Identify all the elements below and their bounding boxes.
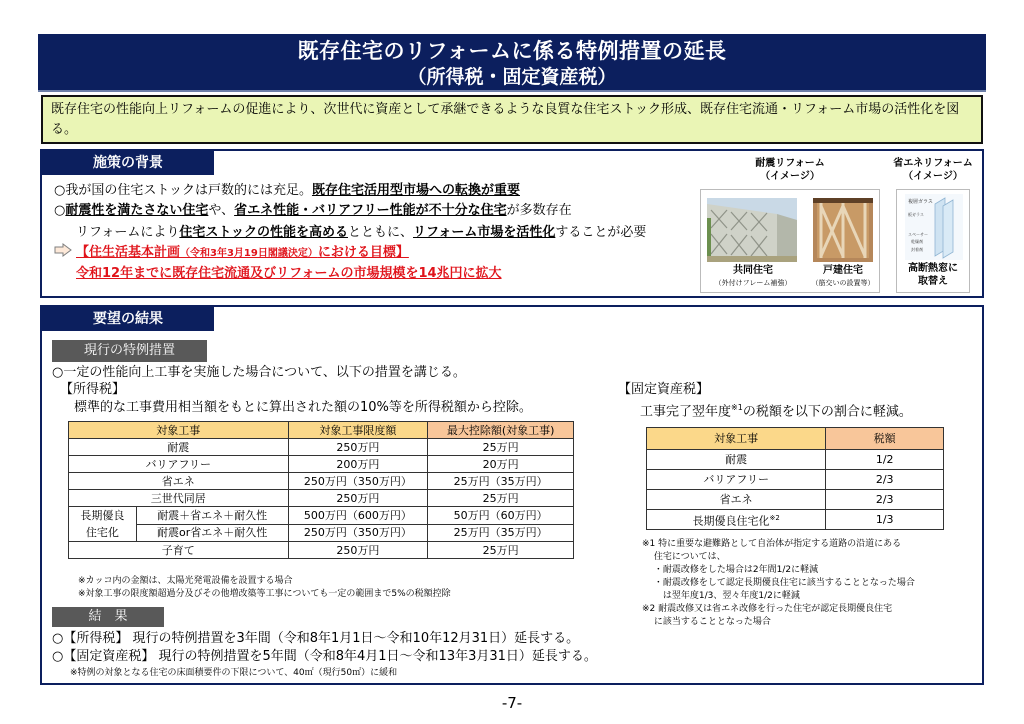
text: の税額を以下の割合に軽減。 <box>742 404 912 420</box>
property-tax-note-5: は翌年度1/3、翌々年度1/2に軽減 <box>642 591 800 601</box>
image-area <box>700 157 976 295</box>
cell-work: 三世代同居 <box>69 490 289 507</box>
svg-text:板ガラス: 板ガラス <box>908 212 924 217</box>
property-tax-note-6: ※2 耐震改修又は省エネ改修を行った住宅が認定長期優良住宅 <box>642 604 893 614</box>
table-row <box>69 473 574 490</box>
header-rate: 税額 <box>826 428 944 450</box>
emphasis-text: 住宅ストックの性能を高める <box>179 225 348 240</box>
page-title-banner <box>38 34 986 92</box>
cell-work: 省エネ <box>69 473 289 490</box>
table-row <box>69 456 574 473</box>
svg-text:複層ガラス: 複層ガラス <box>908 199 933 205</box>
window-caption <box>897 262 969 288</box>
cell-rate: 1/2 <box>826 450 944 470</box>
cell-limit: 250万円（350万円） <box>288 524 428 542</box>
background-line-5: 令和12年までに既存住宅流通及びリフォームの市場規模を14兆円に拡大 <box>76 266 502 281</box>
text: 長期優良 <box>80 509 125 522</box>
background-line-2 <box>54 201 704 221</box>
conclusion-block <box>54 223 704 284</box>
header-max: 最大控除額(対象工事) <box>428 422 574 439</box>
property-tax-note-7: に該当することとなった場合 <box>642 617 771 627</box>
text: 高断熱窓に <box>908 263 958 274</box>
property-tax-table <box>646 427 944 530</box>
header-work: 対象工事 <box>69 422 289 439</box>
footnote-ref: ※2 <box>769 513 780 522</box>
cell-limit: 250万円 <box>288 490 428 507</box>
table-row <box>647 470 944 490</box>
background-tab: 施策の背景 <box>42 151 214 175</box>
cell-group <box>69 507 137 542</box>
text: 取替え <box>918 276 948 287</box>
table-header-row <box>69 422 574 439</box>
result-panel <box>40 305 984 685</box>
outcome-tab: 結 果 <box>52 607 164 627</box>
background-line-4 <box>76 243 704 264</box>
text: 省エネリフォーム <box>893 158 973 169</box>
cell-max: 25万円（35万円） <box>428 524 574 542</box>
cell-rate: 2/3 <box>826 490 944 510</box>
energy-image-frame <box>896 189 970 293</box>
right-arrow-icon <box>54 243 72 257</box>
text: ○我が国の住宅ストックは戸数的には充足。 <box>54 183 312 198</box>
property-tax-note-1: ※1 特に重要な避難路として自治体が指定する道路の沿道にある <box>642 539 902 549</box>
text: が多数存在 <box>506 203 572 218</box>
svg-text:封着剤: 封着剤 <box>911 247 923 252</box>
text: 耐震リフォーム <box>755 158 825 169</box>
apartment-building-image <box>707 198 797 262</box>
cell-work: 省エネ <box>647 490 826 510</box>
header-limit: 対象工事限度額 <box>288 422 428 439</box>
table-row <box>69 507 574 525</box>
page-subtitle: （所得税・固定資産税） <box>407 66 617 88</box>
cell-limit: 200万円 <box>288 456 428 473</box>
purpose-box: 既存住宅の性能向上リフォームの促進により、次世代に資産として承継できるような良質な住宅ストック形成、既存住宅流通・リフォーム市場の活性化を図る。 <box>41 95 983 144</box>
text: 戸建住宅 <box>823 265 863 276</box>
cell-work: バリアフリー <box>69 456 289 473</box>
cell-work: 耐震 <box>647 450 826 470</box>
property-tax-description <box>640 399 912 420</box>
svg-text:乾燥剤: 乾燥剤 <box>911 239 923 244</box>
house-caption <box>805 265 881 289</box>
text: 長期優良住宅化 <box>692 514 770 528</box>
text: （令和3年3月19日閣議決定） <box>180 248 318 259</box>
outcome-note: ※特例の対象となる住宅の床面積要件の下限について、40㎡（現行50㎡）に緩和 <box>70 668 398 678</box>
intro-text: ○一定の性能向上工事を実施した場合について、以下の措置を講じる。 <box>52 365 466 380</box>
income-tax-note-1: ※カッコ内の金額は、太陽光発電設備を設置する場合 <box>78 576 293 586</box>
background-line-1 <box>54 181 704 201</box>
cell-limit: 500万円（600万円） <box>288 507 428 525</box>
outcome-line-2: ○【固定資産税】 現行の特例措置を5年間（令和8年4月1日～令和13年3月31日）延長する。 <box>52 649 597 664</box>
cell-max: 25万円 <box>428 439 574 456</box>
text: （外付けフレーム補強） <box>714 279 792 287</box>
table-row <box>69 542 574 559</box>
emphasis-text: リフォーム市場を活性化 <box>413 225 556 240</box>
property-tax-note-3: ・耐震改修をした場合は2年間1/2に軽減 <box>642 565 819 575</box>
text: することが必要 <box>555 225 647 240</box>
current-measure-tab: 現行の特例措置 <box>52 340 207 362</box>
table-header-row <box>647 428 944 450</box>
text: 工事完了翌年度 <box>640 404 732 420</box>
cell-work: 耐震 <box>69 439 289 456</box>
cell-work: バリアフリー <box>647 470 826 490</box>
cell-limit: 250万円 <box>288 542 428 559</box>
income-tax-description: 標準的な工事費用相当額をもとに算出された額の10%等を所得税額から控除。 <box>74 400 532 415</box>
property-tax-note-2: 住宅については、 <box>642 552 726 562</box>
text: や、 <box>208 203 235 218</box>
outcome-line-1: ○【所得税】 現行の特例措置を3年間（令和8年1月1日～令和10年12月31日）延長する。 <box>52 631 580 646</box>
text: （筋交いの設置等） <box>811 279 875 287</box>
table-row <box>647 450 944 470</box>
result-tab: 要望の結果 <box>42 307 214 331</box>
seismic-image-title <box>700 157 880 183</box>
text: とともに、 <box>347 225 413 240</box>
background-text <box>54 181 704 284</box>
table-row <box>647 510 944 530</box>
cell-limit: 250万円（350万円） <box>288 473 428 490</box>
income-tax-note-2: ※対象工事の限度額超過分及びその他増改築等工事についても一定の範囲まで5%の税額控除 <box>78 589 451 599</box>
table-row <box>647 490 944 510</box>
income-tax-heading: 【所得税】 <box>60 382 126 397</box>
text: （イメージ） <box>760 171 820 182</box>
background-line-3 <box>76 223 704 243</box>
energy-image-title <box>890 157 976 183</box>
cell-max: 25万円 <box>428 542 574 559</box>
cell-rate: 1/3 <box>826 510 944 530</box>
emphasis-text: 耐震性を満たさない住宅 <box>65 203 209 218</box>
wooden-house-frame-image <box>813 198 873 262</box>
property-tax-heading: 【固定資産税】 <box>618 382 710 397</box>
cell-work: 耐震or省エネ＋耐久性 <box>136 524 288 542</box>
cell-work: 子育て <box>69 542 289 559</box>
cell-max: 25万円 <box>428 490 574 507</box>
table-row <box>69 439 574 456</box>
property-tax-note-4: ・耐震改修をして認定長期優良住宅に該当することとなった場合 <box>642 578 915 588</box>
text: 共同住宅 <box>733 265 773 276</box>
text: 住宅化 <box>85 526 119 539</box>
background-panel <box>40 149 984 298</box>
cell-max: 25万円（35万円） <box>428 473 574 490</box>
table-row <box>69 490 574 507</box>
cell-max: 50万円（60万円） <box>428 507 574 525</box>
page-title: 既存住宅のリフォームに係る特例措置の延長 <box>297 39 727 63</box>
text: における目標】 <box>317 245 409 260</box>
seismic-image-frame <box>700 189 880 293</box>
svg-text:スペーサー: スペーサー <box>908 232 928 237</box>
footnote-ref: ※1 <box>731 403 743 412</box>
emphasis-text: 省エネ性能・バリアフリー性能が不十分な住宅 <box>234 203 507 218</box>
emphasis-text: 既存住宅活用型市場への転換が重要 <box>311 183 520 198</box>
page-number: -7- <box>501 694 523 712</box>
cell-work: 耐震＋省エネ＋耐久性 <box>136 507 288 525</box>
text: ○ <box>54 203 66 218</box>
income-tax-table <box>68 421 574 559</box>
double-glazed-window-image <box>905 194 963 260</box>
apartment-caption <box>701 265 805 289</box>
cell-max: 20万円 <box>428 456 574 473</box>
text: 【住生活基本計画 <box>76 245 181 260</box>
text: リフォームにより <box>76 225 180 240</box>
cell-rate: 2/3 <box>826 470 944 490</box>
table-row <box>69 524 574 542</box>
cell-work <box>647 510 826 530</box>
text: （イメージ） <box>903 171 963 182</box>
cell-limit: 250万円 <box>288 439 428 456</box>
header-work: 対象工事 <box>647 428 826 450</box>
